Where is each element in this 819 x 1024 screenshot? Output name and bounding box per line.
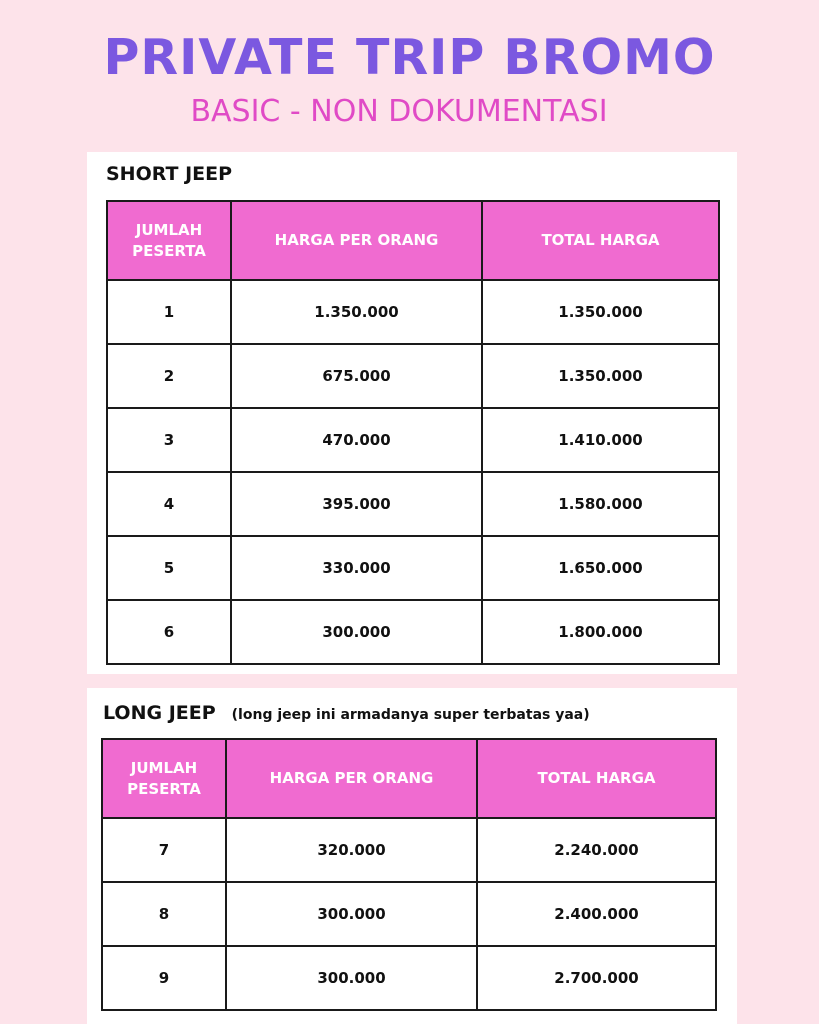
table-row xyxy=(107,472,719,536)
table-row xyxy=(107,600,719,664)
total-cell: 1.410.000 xyxy=(482,408,719,472)
harga-cell: 300.000 xyxy=(226,946,477,1010)
table-row xyxy=(107,344,719,408)
total-cell: 1.350.000 xyxy=(482,280,719,344)
long-jeep-title: LONG JEEP xyxy=(103,702,216,724)
short-jeep-title: SHORT JEEP xyxy=(106,163,233,185)
column-header-harga: HARGA PER ORANG xyxy=(226,739,477,818)
column-header-peserta: JUMLAH PESERTA xyxy=(107,201,231,280)
long-jeep-heading xyxy=(103,702,590,724)
total-cell: 1.800.000 xyxy=(482,600,719,664)
peserta-cell: 2 xyxy=(107,344,231,408)
column-header-total: TOTAL HARGA xyxy=(477,739,716,818)
peserta-cell: 9 xyxy=(102,946,226,1010)
total-cell: 2.240.000 xyxy=(477,818,716,882)
peserta-cell: 6 xyxy=(107,600,231,664)
peserta-cell: 5 xyxy=(107,536,231,600)
short-jeep-table xyxy=(106,200,720,665)
harga-cell: 675.000 xyxy=(231,344,482,408)
peserta-cell: 8 xyxy=(102,882,226,946)
table-row xyxy=(102,818,716,882)
total-cell: 1.580.000 xyxy=(482,472,719,536)
page-subtitle: BASIC - NON DOKUMENTASI xyxy=(190,94,608,129)
harga-cell: 1.350.000 xyxy=(231,280,482,344)
page-title: PRIVATE TRIP BROMO xyxy=(103,29,716,86)
short-jeep-panel xyxy=(87,152,737,674)
table-row xyxy=(107,536,719,600)
harga-cell: 320.000 xyxy=(226,818,477,882)
peserta-cell: 1 xyxy=(107,280,231,344)
table-row xyxy=(102,946,716,1010)
column-header-total: TOTAL HARGA xyxy=(482,201,719,280)
harga-cell: 300.000 xyxy=(231,600,482,664)
long-jeep-table xyxy=(101,738,717,1011)
peserta-cell: 4 xyxy=(107,472,231,536)
table-header-row xyxy=(107,201,719,280)
total-cell: 2.400.000 xyxy=(477,882,716,946)
harga-cell: 300.000 xyxy=(226,882,477,946)
table-row xyxy=(102,882,716,946)
total-cell: 2.700.000 xyxy=(477,946,716,1010)
total-cell: 1.650.000 xyxy=(482,536,719,600)
harga-cell: 330.000 xyxy=(231,536,482,600)
total-cell: 1.350.000 xyxy=(482,344,719,408)
table-header-row xyxy=(102,739,716,818)
harga-cell: 395.000 xyxy=(231,472,482,536)
column-header-peserta: JUMLAH PESERTA xyxy=(102,739,226,818)
table-row xyxy=(107,408,719,472)
column-header-harga: HARGA PER ORANG xyxy=(231,201,482,280)
long-jeep-note: (long jeep ini armadanya super terbatas yaa) xyxy=(231,707,590,723)
table-row xyxy=(107,280,719,344)
peserta-cell: 7 xyxy=(102,818,226,882)
harga-cell: 470.000 xyxy=(231,408,482,472)
long-jeep-panel xyxy=(87,688,737,1024)
peserta-cell: 3 xyxy=(107,408,231,472)
